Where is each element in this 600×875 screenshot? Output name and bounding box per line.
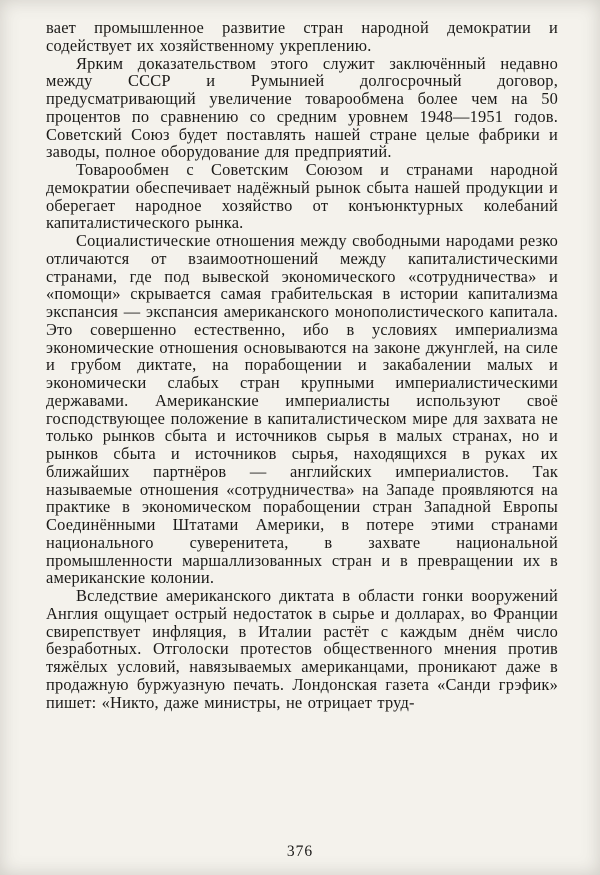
page-number: 376 [286, 843, 314, 860]
paragraph: Ярким доказательством этого служит заключённый недавно между СССР и Румынией долгосрочный договор, предусматривающий увеличение товарообмена более чем на 50 процентов по сравнению со средним уровнем 1948—1951 годов. Советский Союз будет поставлять нашей стране целые фабрики и заводы, полное оборудование для предприятий. [46, 53, 558, 162]
body-text [46, 19, 558, 711]
paragraph: Вследствие американского диктата в области гонки вооружений Англия ощущает острый недостаток в сырье и долларах, во Франции свирепствует инфляция, в Италии растёт с каждым днём число безработных. Отголоски протестов общественного мнения против тяжёлых условий, навязываемых американцами, проникают даже в продажную буржуазную печать. Лондонская газета «Санди грэфик» пишет: «Никто, даже министры, не отрицает труд- [46, 586, 558, 712]
paragraph: Товарообмен с Советским Союзом и странами народной демократии обеспечивает надёжный рынок сбыта нашей продукции и оберегает народное хозяйство от конъюнктурных колебаний капиталистического рынка. [46, 160, 558, 233]
paragraph: Социалистические отношения между свободными народами резко отличаются от взаимоотношений между капиталистическими странами, где под вывеской экономического «сотрудничества» и «помощи» скрывается самая грабительская в истории капитализма экспансия — экспансия американского монополистического капитала. Это совершенно естественно, ибо в условиях империализма экономические отношения основываются на законе джунглей, на силе и грубом диктате, на порабощении и закабалении малых и экономически слабых стран крупными империалистическими державами. Американские империалисты используют своё господствующее положение в капиталистическом мире для захвата не только рынков сбыта и источников сырья в малых странах, но и рынков сбыта и источников сырья, находящихся в руках их ближайших партнёров — английских империалистов. Так называемые отношения «сотрудничества» на Западе проявляются на практике в экономическом порабощении стран Западной Европы Соединёнными Штатами Америки, в потере этими странами национального суверенитета, в захвате национальной промышленности маршаллизованных стран и в превращении их в американские колонии. [46, 231, 558, 588]
paragraph-continuation: вает промышленное развитие стран народной демократии и содействует их хозяйственному укреплению. [46, 18, 558, 55]
